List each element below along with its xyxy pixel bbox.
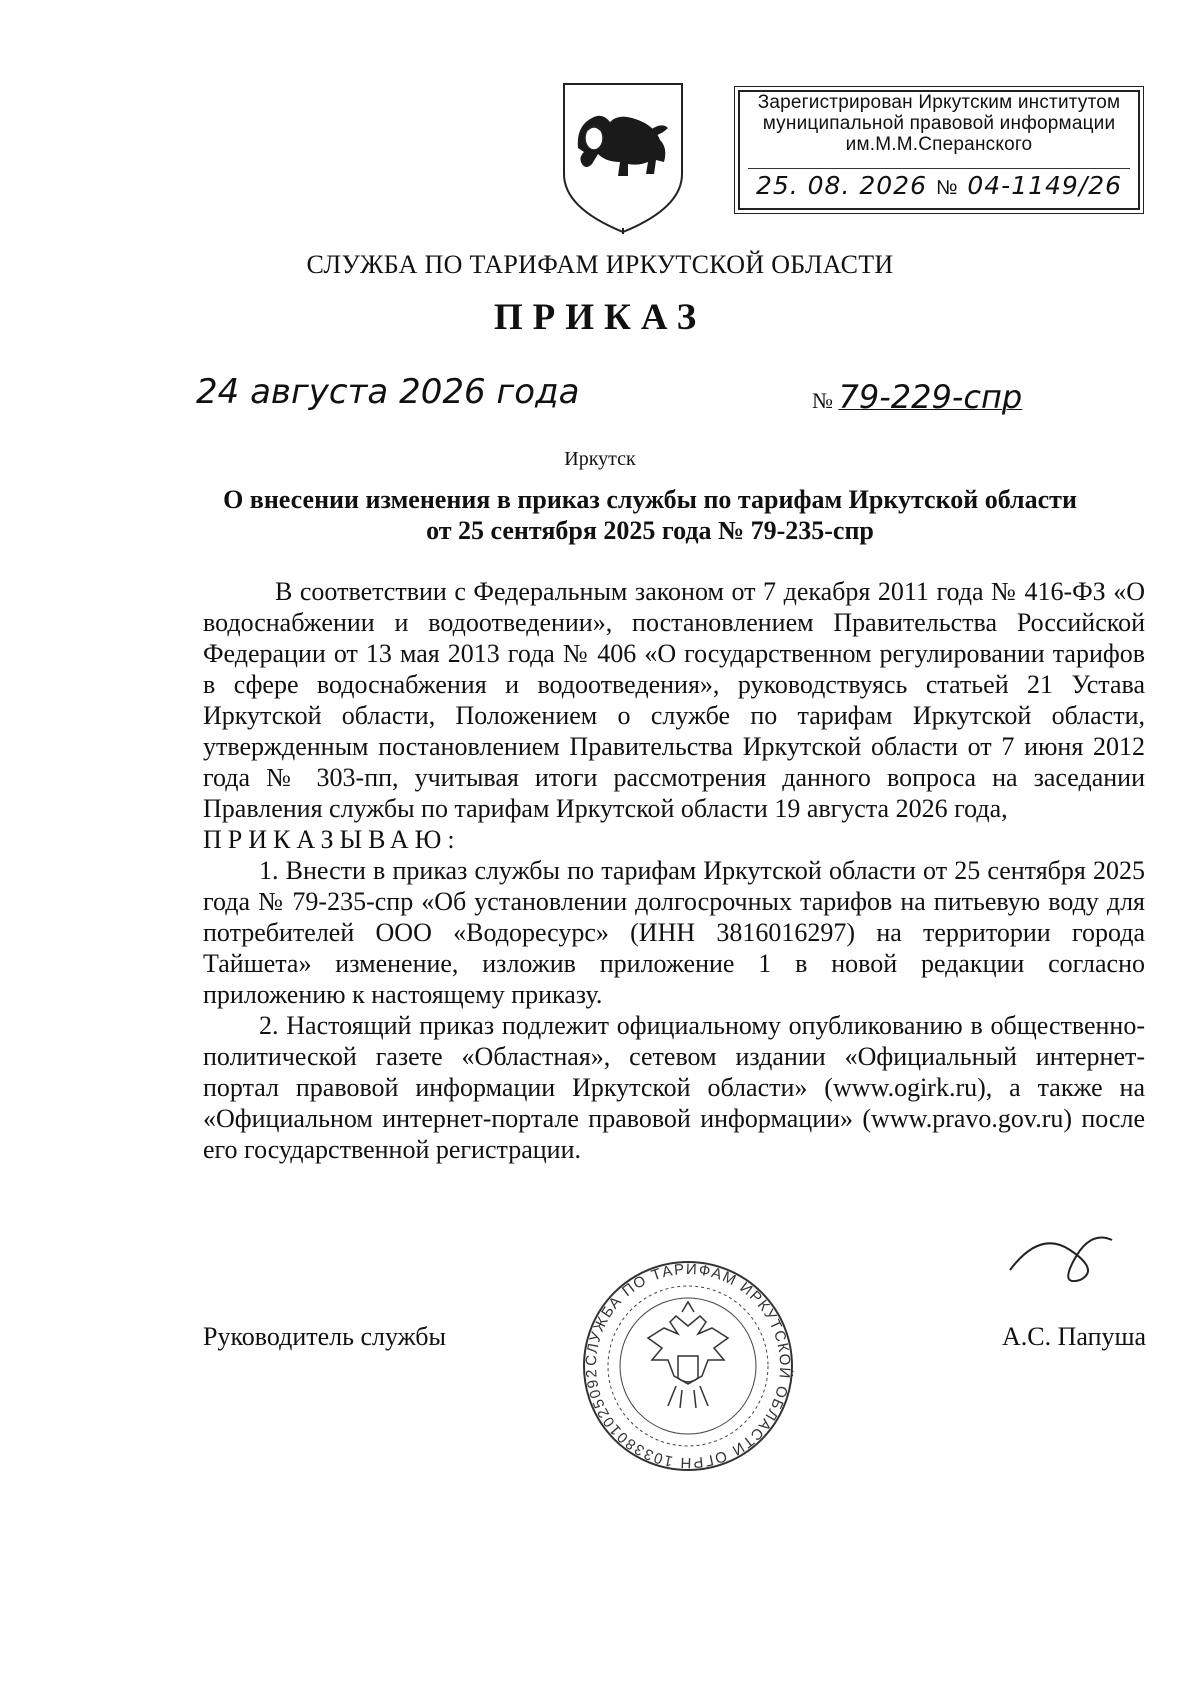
order-number-label: № — [812, 388, 833, 413]
handwritten-signature — [1000, 1220, 1120, 1290]
seal-text: СЛУЖБА ПО ТАРИФАМ ИРКУТСКОЙ ОБЛАСТИ ОГРН 1033801025092 — [582, 1260, 794, 1472]
registration-number-label: № — [935, 177, 959, 199]
title-line2: от 25 сентября 2025 года № 79-235-спр — [426, 516, 874, 545]
document-body — [203, 576, 1145, 1165]
city: Иркутск — [564, 448, 636, 470]
registration-stamp — [738, 90, 1140, 210]
registration-stamp-handwritten — [748, 168, 1130, 200]
signature-name: А.С. Папуша — [1002, 1322, 1147, 1351]
registration-stamp-line1: Зарегистрирован Иркутским институтом — [757, 92, 1121, 113]
preamble-paragraph: В соответствии с Федеральным законом от 7 декабря 2011 года № 416-ФЗ «О водоснабжении и водоотведении», постановлением Правительства Российской Федерации от 13 мая 2013 года № 406 «О государственном регулировании тарифов в сфере водоснабжения и водоотведения», руководствуясь статьей 21 Устава Иркутской области, Положением о службе по тарифам Иркутской области, утвержденным постановлением Правительства Иркутской области от 7 июня 2012 года № 303-пп, учитывая итоги рассмотрения данного вопроса на заседании Правления службы по тарифам Иркутской области 19 августа 2026 года, — [203, 577, 1145, 823]
registration-number: 04-1149/26 — [967, 171, 1123, 200]
registration-stamp-line2: муниципальной правовой информации — [762, 113, 1116, 134]
order-number-handwritten: 79-229-спр — [838, 378, 1023, 416]
official-seal — [578, 1256, 798, 1476]
order-number-block — [812, 378, 1022, 416]
order-word: ПРИКАЗЫВАЮ: — [203, 825, 461, 854]
registration-date: 25. 08. 2026 — [755, 171, 927, 200]
coat-of-arms-emblem — [558, 78, 688, 236]
document-type: ПРИКАЗ — [493, 297, 707, 338]
title-line1: О внесении изменения в приказ службы по тарифам Иркутской области — [223, 485, 1077, 514]
organization-name: СЛУЖБА ПО ТАРИФАМ ИРКУТСКОЙ ОБЛАСТИ — [306, 250, 894, 279]
order-item-1: 1. Внести в приказ службы по тарифам Иркутской области от 25 сентября 2025 года № 79-235-спр «Об установлении долгосрочных тарифов на питьевую воду для потребителей ООО «Водоресурс» (ИНН 3816016297) на территории города Тайшета» изменение, изложив приложение 1 в новой редакции согласно приложению к настоящему приказу. — [203, 856, 1145, 1009]
signature-role: Руководитель службы — [203, 1322, 446, 1351]
order-date-handwritten: 24 августа 2026 года — [196, 372, 580, 412]
registration-stamp-line3: им.М.М.Сперанского — [845, 134, 1033, 155]
order-item-2: 2. Настоящий приказ подлежит официальному опубликованию в общественно-политической газете «Областная», сетевом издании «Официальный интернет-портал правовой информации Иркутской области» (www.ogirk.ru), а также на «Официальном интернет-портале правовой информации» (www.pravo.gov.ru) после его государственной регистрации. — [203, 1011, 1145, 1164]
document-title — [200, 484, 1100, 546]
